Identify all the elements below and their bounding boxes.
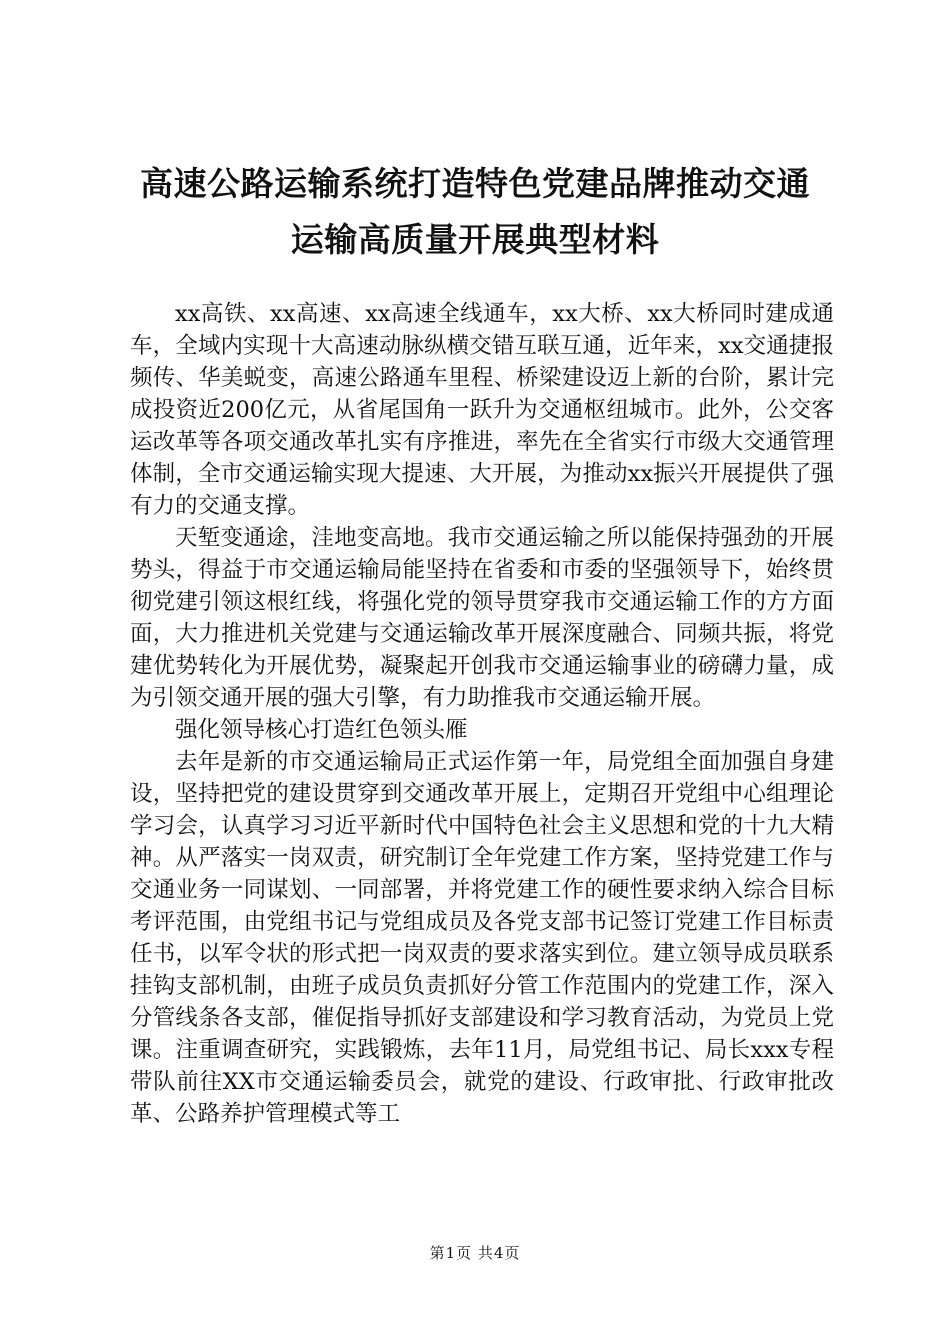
document-title-line-1: 高速公路运输系统打造特色党建品牌推动交通 — [140, 164, 810, 203]
page-footer: 第1页 共4页 — [429, 1244, 521, 1262]
section-heading: 强化领导核心打造红色领头雁 — [175, 717, 468, 743]
document-body — [130, 298, 834, 1130]
document-title-line-2: 运输高质量开展典型材料 — [290, 220, 660, 259]
paragraph-intro: xx高铁、xx高速、xx高速全线通车，xx大桥、xx大桥同时建成通车，全域内实现十大高速动脉纵横交错互联互通，近年来，xx交通捷报频传、华美蜕变，高速公路通车里程、桥梁建设迈上新的台阶，累计完成投资近200亿元，从省尾国角一跃升为交通枢纽城市。此外，公交客运改革等各项交通改革扎实有序推进，率先在全省实行市级大交通管理体制，全市交通运输实现大提速、大开展，为推动xx振兴开展提供了强有力的交通支撑。 — [130, 301, 834, 519]
paragraph-party-building: 天堑变通途，洼地变高地。我市交通运输之所以能保持强劲的开展势头，得益于市交通运输局能坚持在省委和市委的坚强领导下，始终贯彻党建引领这根红线，将强化党的领导贯穿我市交通运输工作的方方面面，大力推进机关党建与交通运输改革开展深度融合、同频共振，将党建优势转化为开展优势，凝聚起开创我市交通运输事业的磅礴力量，成为引领交通开展的强大引擎，有力助推我市交通运输开展。 — [130, 525, 834, 711]
paragraph-leadership: 去年是新的市交通运输局正式运作第一年，局党组全面加强自身建设，坚持把党的建设贯穿到交通改革开展上，定期召开党组中心组理论学习会，认真学习习近平新时代中国特色社会主义思想和党的十九大精神。从严落实一岗双责，研究制订全年党建工作方案，坚持党建工作与交通业务一同谋划、一同部署，并将党建工作的硬性要求纳入综合目标考评范围，由党组书记与党组成员及各党支部书记签订党建工作目标责任书，以军令状的形式把一岗双责的要求落实到位。建立领导成员联系挂钩支部机制，由班子成员负责抓好分管工作范围内的党建工作，深入分管线条各支部，催促指导抓好支部建设和学习教育活动，为党员上党课。注重调查研究，实践锻炼，去年11月，局党组书记、局长xxx专程带队前往XX市交通运输委员会，就党的建设、行政审批、行政审批改革、公路养护管理模式等工 — [130, 749, 834, 1127]
